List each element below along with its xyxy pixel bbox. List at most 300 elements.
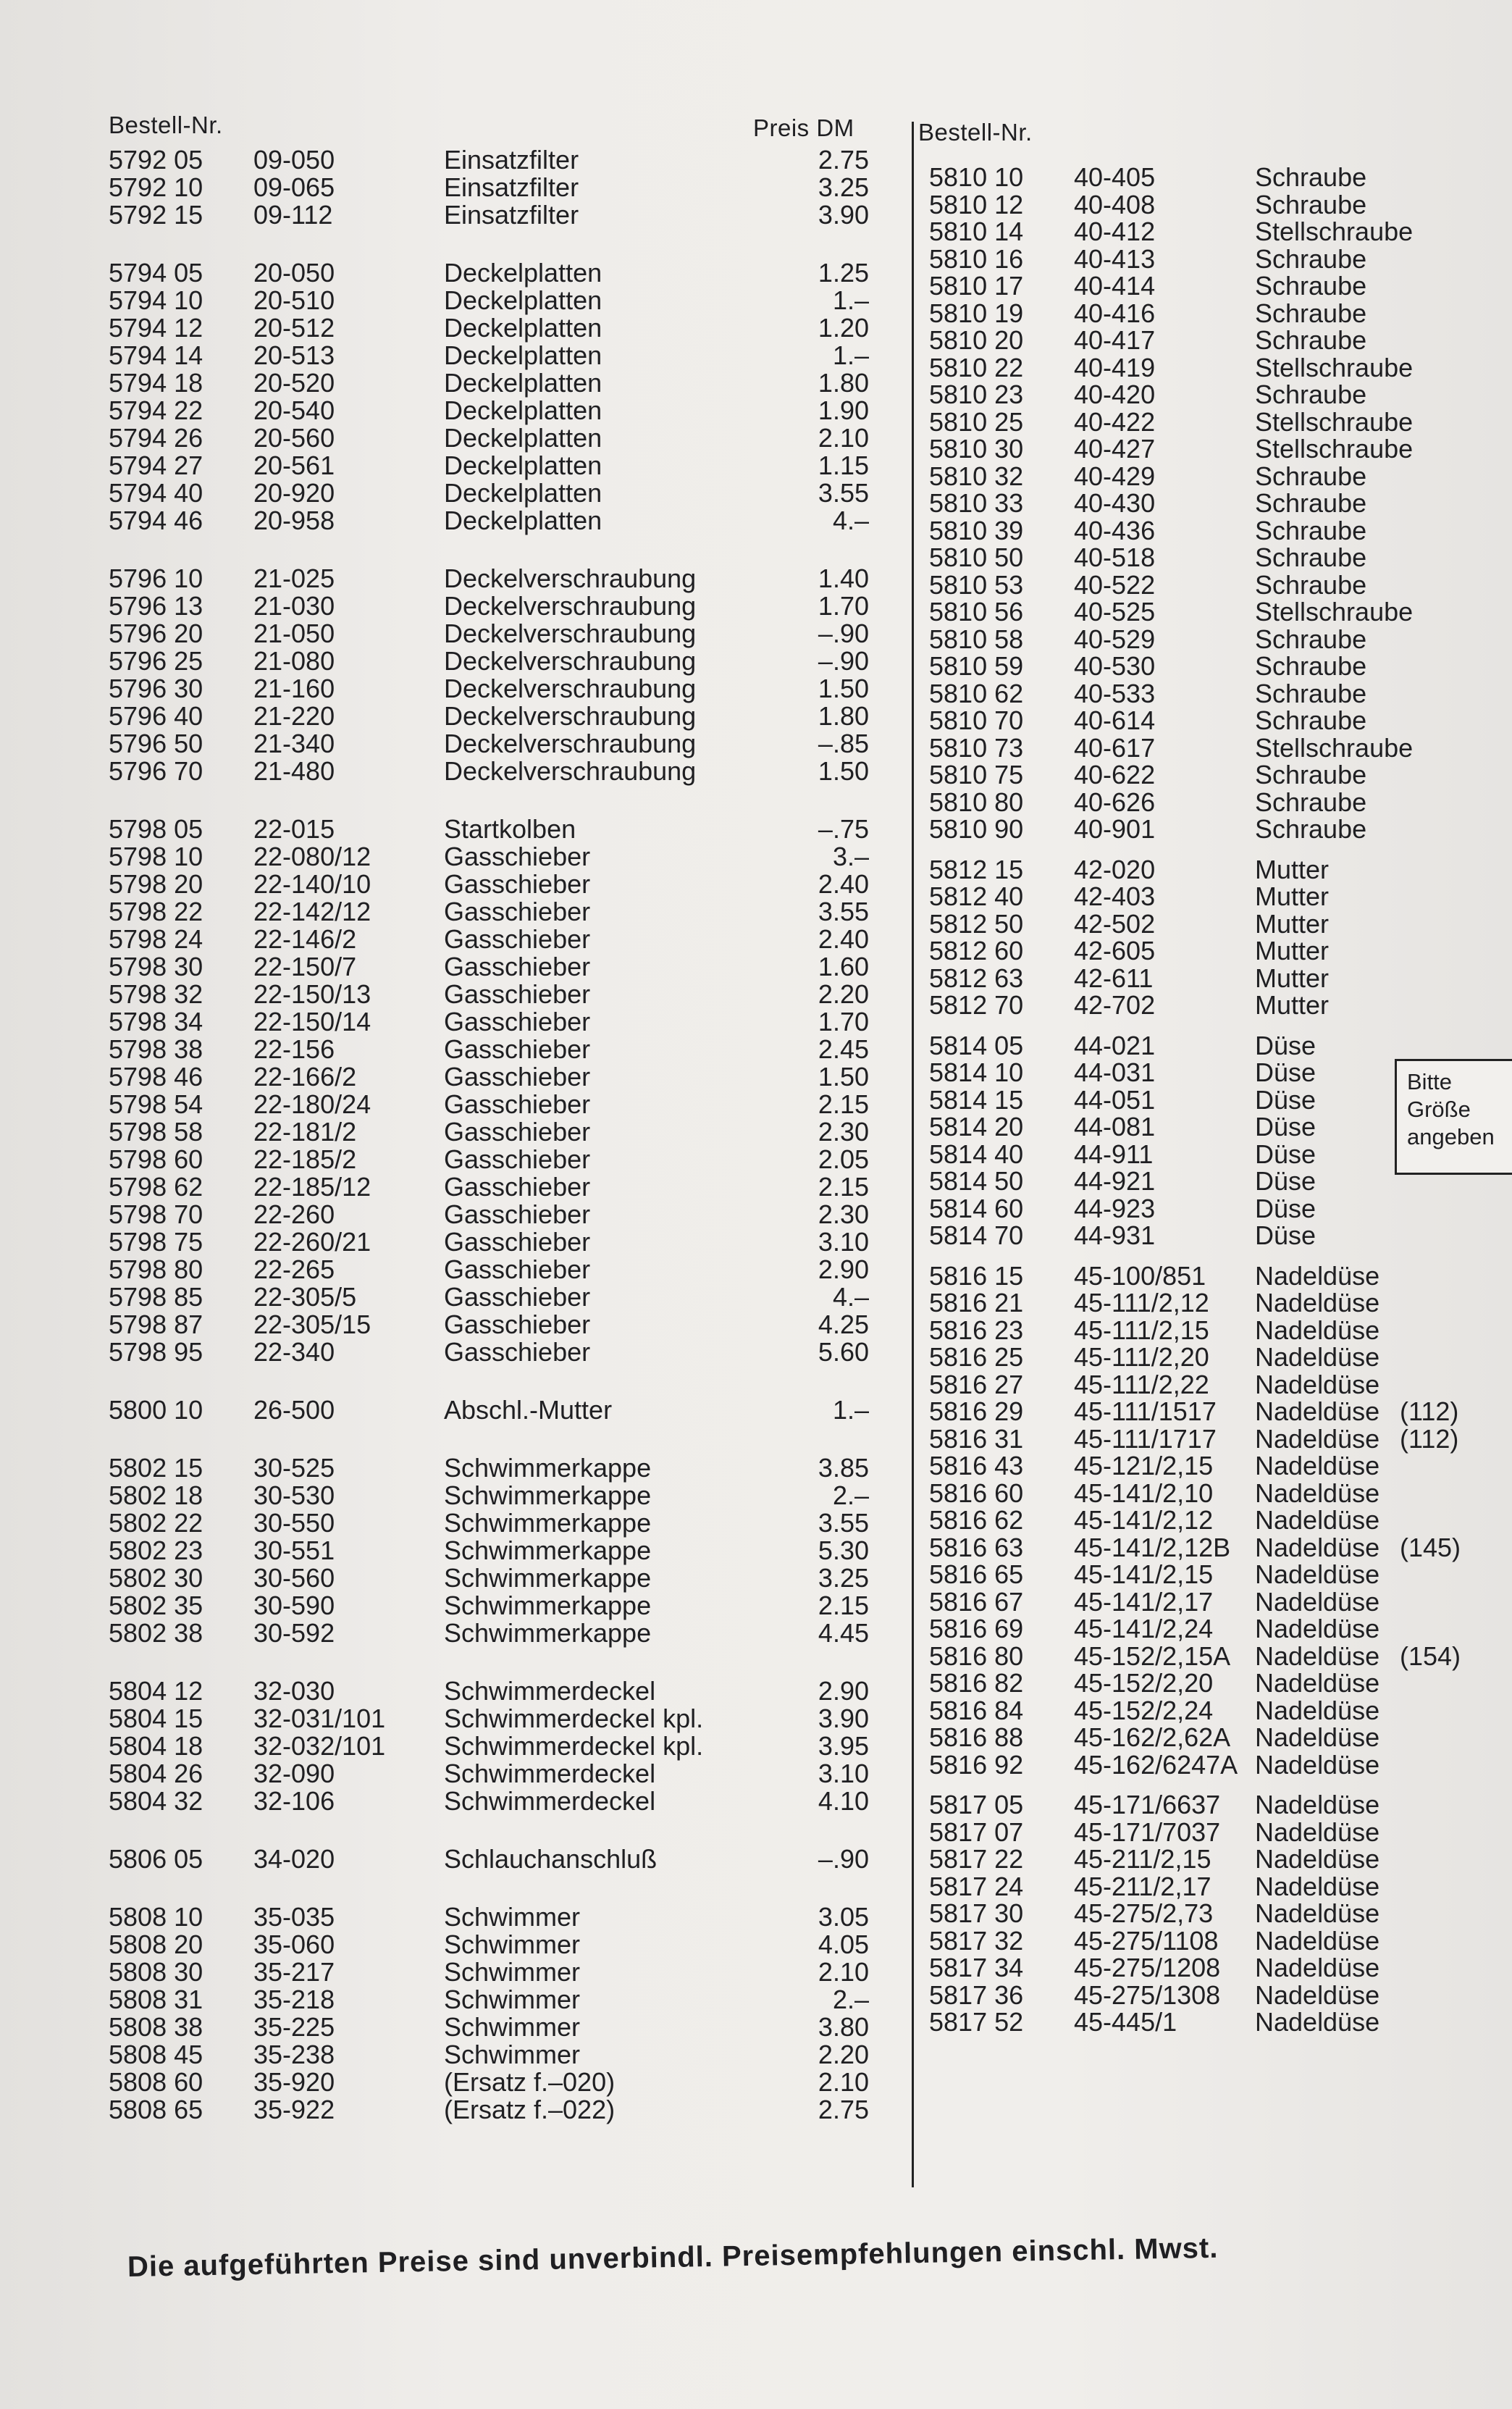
- table-row: [929, 1790, 1508, 1817]
- part-number: 22-150/7: [253, 952, 357, 981]
- order-number: 5814 70: [929, 1220, 1024, 1250]
- table-row: [929, 271, 1508, 301]
- description: Schraube: [1255, 814, 1367, 844]
- description: Schraube: [1255, 461, 1367, 491]
- description: Nadeldüse: [1255, 1641, 1380, 1671]
- table-row: [929, 1031, 1508, 1058]
- order-number: 5816 88: [929, 1722, 1024, 1752]
- table-row: [109, 701, 876, 729]
- order-number: 5812 15: [929, 854, 1024, 884]
- table-row: [929, 1980, 1508, 2008]
- order-number: 5810 14: [929, 217, 1024, 246]
- order-number: 5810 90: [929, 814, 1024, 844]
- order-number: 5802 22: [109, 1508, 203, 1538]
- table-row: [109, 729, 876, 756]
- order-number: 5816 23: [929, 1315, 1024, 1345]
- table-row: [109, 1144, 876, 1172]
- price: 3.55: [818, 897, 869, 926]
- table-row: [109, 814, 876, 842]
- description: Deckelplatten: [444, 451, 602, 480]
- part-number: 40-419: [1074, 352, 1156, 382]
- table-row: [109, 1062, 876, 1092]
- price: 1.–: [832, 285, 869, 315]
- description: Abschl.-Mutter: [444, 1395, 613, 1425]
- table-row: [109, 506, 876, 533]
- description: Nadeldüse: [1255, 1925, 1380, 1956]
- order-number: 5798 87: [109, 1310, 203, 1339]
- order-number: 5798 80: [109, 1254, 203, 1284]
- part-number: 22-260/21: [253, 1227, 371, 1257]
- part-number: 30-590: [253, 1591, 335, 1620]
- order-number: 5816 60: [929, 1478, 1024, 1508]
- order-number: 5814 05: [929, 1030, 1024, 1060]
- order-number: 5810 80: [929, 787, 1024, 817]
- part-number: 45-141/2,12B: [1074, 1532, 1231, 1562]
- order-number: 5817 24: [929, 1871, 1024, 1901]
- part-number: 22-265: [253, 1254, 335, 1284]
- table-row: [929, 787, 1508, 815]
- price: –.90: [818, 646, 869, 676]
- table-row: [109, 1902, 876, 1930]
- table-row: [109, 1117, 876, 1147]
- price: 4.–: [832, 506, 869, 535]
- part-number: 20-512: [253, 313, 335, 343]
- table-row: [109, 1731, 876, 1759]
- part-number: 40-617: [1074, 732, 1156, 763]
- part-number: 40-525: [1074, 597, 1156, 627]
- description: Schwimmer: [444, 1985, 581, 2014]
- part-number: 21-480: [253, 756, 335, 786]
- part-number: 40-522: [1074, 569, 1156, 600]
- description: Stellschraube: [1255, 406, 1414, 437]
- order-number: 5814 20: [929, 1112, 1024, 1141]
- description: Düse: [1255, 1139, 1316, 1169]
- order-number: 5810 33: [929, 488, 1024, 518]
- description: Deckelplatten: [444, 340, 602, 370]
- table-row: [929, 1749, 1508, 1780]
- table-row: [929, 1315, 1508, 1343]
- order-number: 5810 50: [929, 542, 1024, 572]
- table-row: [929, 1817, 1508, 1845]
- part-number: 45-162/2,62A: [1074, 1722, 1231, 1752]
- description: Deckelplatten: [444, 313, 602, 343]
- order-number: 5812 60: [929, 936, 1024, 965]
- table-row: [109, 2095, 876, 2122]
- description: Schraube: [1255, 705, 1367, 735]
- description: Deckelplatten: [444, 478, 602, 508]
- order-number: 5796 10: [109, 564, 203, 593]
- order-number: 5794 40: [109, 478, 203, 508]
- part-number: 45-152/2,15A: [1074, 1641, 1231, 1671]
- part-number: 20-920: [253, 478, 335, 508]
- part-number: 30-550: [253, 1508, 335, 1538]
- description: Gasschieber: [444, 1310, 591, 1339]
- description: Schwimmerkappe: [444, 1536, 652, 1565]
- table-row: [929, 1559, 1508, 1587]
- order-number: 5796 25: [109, 646, 203, 676]
- description: Deckelverschraubung: [444, 701, 697, 731]
- part-number: 45-100/851: [1074, 1260, 1206, 1291]
- order-number: 5804 15: [109, 1704, 203, 1733]
- table-row: [929, 1844, 1508, 1872]
- part-number: 30-551: [253, 1536, 335, 1565]
- part-number: 45-275/1108: [1074, 1925, 1219, 1956]
- part-number: 21-340: [253, 729, 335, 758]
- description: Nadeldüse: [1255, 1695, 1380, 1725]
- table-row: [109, 2067, 876, 2095]
- description: Schraube: [1255, 162, 1367, 192]
- table-row: [109, 200, 876, 230]
- part-number: 30-525: [253, 1453, 335, 1483]
- size-note-line: Größe: [1407, 1097, 1471, 1122]
- description: Stellschraube: [1255, 352, 1414, 382]
- order-number: 5816 80: [929, 1641, 1024, 1671]
- description: Nadeldüse: [1255, 1315, 1380, 1345]
- order-number: 5816 21: [929, 1288, 1024, 1317]
- description: Mutter: [1255, 854, 1330, 884]
- description: Stellschraube: [1255, 434, 1414, 464]
- table-row: [109, 1395, 876, 1423]
- table-row: [929, 516, 1508, 543]
- description: Gasschieber: [444, 1144, 591, 1174]
- table-row: [109, 1034, 876, 1062]
- part-number: 45-211/2,15: [1074, 1844, 1211, 1874]
- table-row: [929, 855, 1508, 882]
- table-row: [109, 1759, 876, 1786]
- description: Nadeldüse: [1255, 1614, 1380, 1643]
- description: Gasschieber: [444, 1227, 591, 1257]
- part-number: 44-921: [1074, 1166, 1156, 1196]
- part-number: 22-080/12: [253, 842, 371, 871]
- order-number: 5796 13: [109, 591, 203, 621]
- group-spacer: [109, 1646, 876, 1676]
- group-spacer: [109, 1365, 876, 1395]
- table-row: [109, 368, 876, 398]
- description: Deckelverschraubung: [444, 591, 697, 621]
- table-row: [929, 597, 1508, 627]
- description: Einsatzfilter: [444, 200, 579, 230]
- order-number: 5817 34: [929, 1953, 1024, 1982]
- description: Schraube: [1255, 298, 1367, 328]
- order-number: 5814 50: [929, 1166, 1024, 1196]
- part-number: 35-060: [253, 1930, 335, 1959]
- order-number: 5810 17: [929, 271, 1024, 301]
- part-number: 45-171/7037: [1074, 1817, 1221, 1847]
- part-number: 45-275/1208: [1074, 1953, 1221, 1982]
- price: 1.40: [818, 564, 869, 593]
- table-row: [109, 1676, 876, 1704]
- order-number: 5794 27: [109, 451, 203, 480]
- description: Schwimmerkappe: [444, 1480, 652, 1510]
- description: Mutter: [1255, 990, 1330, 1020]
- part-number: 40-414: [1074, 271, 1156, 301]
- part-number: 45-211/2,17: [1074, 1871, 1211, 1901]
- description: Deckelverschraubung: [444, 729, 697, 758]
- table-row: [109, 619, 876, 646]
- description: Gasschieber: [444, 1089, 591, 1119]
- table-row: [929, 705, 1508, 733]
- description: Gasschieber: [444, 979, 591, 1009]
- price: 1.70: [818, 591, 869, 621]
- price: 3.10: [818, 1227, 869, 1257]
- table-row: [109, 2040, 876, 2067]
- description: Gasschieber: [444, 1007, 591, 1036]
- description: Schwimmerkappe: [444, 1563, 652, 1593]
- part-number: 40-416: [1074, 298, 1156, 328]
- table-row: [929, 1668, 1508, 1696]
- table-row: [929, 380, 1508, 407]
- description: Nadeldüse: [1255, 1790, 1380, 1819]
- description: Nadeldüse: [1255, 1898, 1380, 1928]
- order-number: 5798 58: [109, 1117, 203, 1147]
- description: (Ersatz f.–022): [444, 2095, 616, 2124]
- table-row: [929, 190, 1508, 217]
- order-number: 5802 30: [109, 1563, 203, 1593]
- part-number: 40-413: [1074, 243, 1156, 274]
- description: Gasschieber: [444, 1337, 591, 1367]
- table-row: [109, 1591, 876, 1618]
- table-row: [929, 1898, 1508, 1926]
- table-row: [929, 733, 1508, 761]
- table-row: [109, 869, 876, 897]
- description: Mutter: [1255, 908, 1330, 939]
- description: Nadeldüse: [1255, 1871, 1380, 1901]
- table-row: [109, 340, 876, 368]
- table-row: [109, 1007, 876, 1034]
- table-row: [109, 591, 876, 619]
- part-number: 44-021: [1074, 1030, 1156, 1060]
- price: 2.10: [818, 423, 869, 453]
- part-number: 22-015: [253, 814, 335, 844]
- group-spacer: [109, 1872, 876, 1902]
- order-number: 5808 20: [109, 1930, 203, 1959]
- order-number: 5816 43: [929, 1451, 1024, 1480]
- part-number: 40-436: [1074, 515, 1156, 545]
- table-row: [109, 478, 876, 506]
- order-number: 5816 63: [929, 1532, 1024, 1562]
- description: Einsatzfilter: [444, 172, 579, 202]
- description: Deckelverschraubung: [444, 619, 697, 648]
- table-row: [109, 756, 876, 784]
- price: 2.90: [818, 1676, 869, 1706]
- part-number: 45-171/6637: [1074, 1790, 1221, 1819]
- part-number: 45-141/2,17: [1074, 1586, 1214, 1617]
- part-number: 35-035: [253, 1902, 335, 1932]
- table-row: [929, 1220, 1508, 1248]
- description: Nadeldüse: [1255, 1423, 1380, 1454]
- description: Nadeldüse: [1255, 1369, 1380, 1399]
- part-number: 42-502: [1074, 908, 1156, 939]
- table-row: [109, 1453, 876, 1483]
- part-number: 22-260: [253, 1199, 335, 1229]
- table-row: [109, 258, 876, 288]
- price: –.75: [818, 814, 869, 844]
- part-number: 44-031: [1074, 1057, 1156, 1087]
- price: 4.–: [832, 1282, 869, 1312]
- order-number: 5796 20: [109, 619, 203, 648]
- part-number: 22-305/15: [253, 1310, 371, 1339]
- description: Gasschieber: [444, 842, 591, 871]
- part-number: 45-111/2,20: [1074, 1342, 1209, 1372]
- price: 1.20: [818, 313, 869, 343]
- price: 2.15: [818, 1089, 869, 1119]
- description: Mutter: [1255, 963, 1330, 993]
- price: 1.–: [832, 340, 869, 370]
- table-row: [929, 881, 1508, 909]
- order-number: 5808 38: [109, 2012, 203, 2042]
- description: Schwimmerdeckel kpl.: [444, 1731, 704, 1761]
- price: 1.50: [818, 1062, 869, 1092]
- description: Düse: [1255, 1030, 1316, 1060]
- price: 1.80: [818, 368, 869, 398]
- group-spacer: [109, 1814, 876, 1844]
- description: Schwimmerdeckel kpl.: [444, 1704, 704, 1733]
- order-number: 5816 65: [929, 1559, 1024, 1589]
- price: 3.55: [818, 478, 869, 508]
- order-number: 5808 30: [109, 1957, 203, 1987]
- description: Stellschraube: [1255, 732, 1414, 763]
- order-number: 5796 70: [109, 756, 203, 786]
- price: 2.15: [818, 1591, 869, 1620]
- description: Nadeldüse: [1255, 1749, 1380, 1780]
- part-number: 40-518: [1074, 542, 1156, 572]
- order-number: 5798 85: [109, 1282, 203, 1312]
- order-number: 5810 19: [929, 298, 1024, 328]
- order-number: 5816 25: [929, 1342, 1024, 1372]
- description: Schraube: [1255, 760, 1367, 789]
- part-number: 40-529: [1074, 624, 1156, 654]
- description: Nadeldüse: [1255, 1451, 1380, 1480]
- table-row: [109, 1089, 876, 1117]
- part-number: 35-920: [253, 2067, 335, 2097]
- table-row: [109, 952, 876, 979]
- description: Schraube: [1255, 542, 1367, 572]
- order-number: 5812 40: [929, 881, 1024, 911]
- order-number: 5816 15: [929, 1260, 1024, 1291]
- order-number: 5810 23: [929, 380, 1024, 409]
- table-row: [109, 1704, 876, 1731]
- order-number: 5798 24: [109, 924, 203, 954]
- order-number: 5817 52: [929, 2007, 1024, 2037]
- description: Schwimmer: [444, 1957, 581, 1987]
- part-number: 44-081: [1074, 1112, 1156, 1141]
- part-number: 22-340: [253, 1337, 335, 1367]
- order-number: 5817 22: [929, 1844, 1024, 1874]
- part-number: 45-111/2,22: [1074, 1369, 1209, 1399]
- table-row: [109, 172, 876, 200]
- order-number: 5817 36: [929, 1979, 1024, 2010]
- price: 3.55: [818, 1508, 869, 1538]
- price: 5.60: [818, 1337, 869, 1367]
- description: Schraube: [1255, 787, 1367, 817]
- part-number: 45-152/2,24: [1074, 1695, 1214, 1725]
- part-number: 22-181/2: [253, 1117, 357, 1147]
- reference-note: (145): [1400, 1532, 1461, 1562]
- table-row: [929, 1641, 1508, 1669]
- order-number: 5817 05: [929, 1790, 1024, 1819]
- description: Deckelverschraubung: [444, 646, 697, 676]
- table-row: [929, 1696, 1508, 1723]
- order-number: 5810 10: [929, 162, 1024, 192]
- description: Nadeldüse: [1255, 1586, 1380, 1617]
- description: Nadeldüse: [1255, 1559, 1380, 1589]
- description: Düse: [1255, 1057, 1316, 1087]
- part-number: 40-429: [1074, 461, 1156, 491]
- description: Schraube: [1255, 325, 1367, 355]
- table-row: [929, 1396, 1508, 1424]
- table-row: [929, 1953, 1508, 1980]
- description: Schraube: [1255, 569, 1367, 600]
- price: 2.75: [818, 145, 869, 175]
- order-number: 5794 12: [109, 313, 203, 343]
- part-number: 22-146/2: [253, 924, 357, 954]
- table-row: [929, 1505, 1508, 1533]
- description: Gasschieber: [444, 924, 591, 954]
- table-row: [109, 451, 876, 478]
- order-number: 5816 69: [929, 1614, 1024, 1643]
- price: 1.15: [818, 451, 869, 480]
- order-number: 5798 34: [109, 1007, 203, 1036]
- part-number: 42-605: [1074, 936, 1156, 965]
- order-number: 5808 10: [109, 1902, 203, 1932]
- table-row: [929, 407, 1508, 435]
- order-number: 5794 22: [109, 395, 203, 425]
- table-row: [109, 1480, 876, 1508]
- part-number: 20-520: [253, 368, 335, 398]
- price: 1.60: [818, 952, 869, 981]
- description: Schwimmerkappe: [444, 1618, 652, 1648]
- footer-note: Die aufgeführten Preise sind unverbindl. Preisempfehlungen einschl. Mwst.: [127, 2232, 1219, 2283]
- description: Nadeldüse: [1255, 1817, 1380, 1847]
- table-row: [929, 2007, 1508, 2035]
- table-row: [109, 1844, 876, 1872]
- order-number: 5810 59: [929, 651, 1024, 681]
- part-number: 40-408: [1074, 189, 1156, 219]
- table-row: [109, 285, 876, 313]
- description: Deckelplatten: [444, 258, 602, 288]
- table-row: [109, 1985, 876, 2012]
- part-number: 40-405: [1074, 162, 1156, 192]
- table-row: [929, 325, 1508, 353]
- order-number: 5816 62: [929, 1505, 1024, 1535]
- reference-note: (112): [1400, 1396, 1459, 1426]
- part-number: 20-513: [253, 340, 335, 370]
- table-row: [929, 1722, 1508, 1750]
- part-number: 21-220: [253, 701, 335, 731]
- description: Düse: [1255, 1112, 1316, 1141]
- part-number: 20-958: [253, 506, 335, 535]
- header-bestell-right: Bestell-Nr.: [918, 119, 1033, 146]
- order-number: 5794 18: [109, 368, 203, 398]
- order-number: 5816 67: [929, 1586, 1024, 1617]
- description: (Ersatz f.–020): [444, 2067, 616, 2097]
- price: 3.90: [818, 1704, 869, 1733]
- order-number: 5804 18: [109, 1731, 203, 1761]
- description: Gasschieber: [444, 897, 591, 926]
- table-row: [109, 1282, 876, 1310]
- part-number: 45-275/2,73: [1074, 1898, 1214, 1928]
- order-number: 5792 05: [109, 145, 203, 175]
- table-row: [109, 674, 876, 701]
- price: 5.30: [818, 1536, 869, 1565]
- order-number: 5816 82: [929, 1668, 1024, 1698]
- price: 3.80: [818, 2012, 869, 2042]
- description: Schraube: [1255, 189, 1367, 219]
- table-row: [929, 1261, 1508, 1289]
- price: 2.–: [832, 1985, 869, 2014]
- size-note-box: [1395, 1059, 1512, 1175]
- table-row: [929, 679, 1508, 706]
